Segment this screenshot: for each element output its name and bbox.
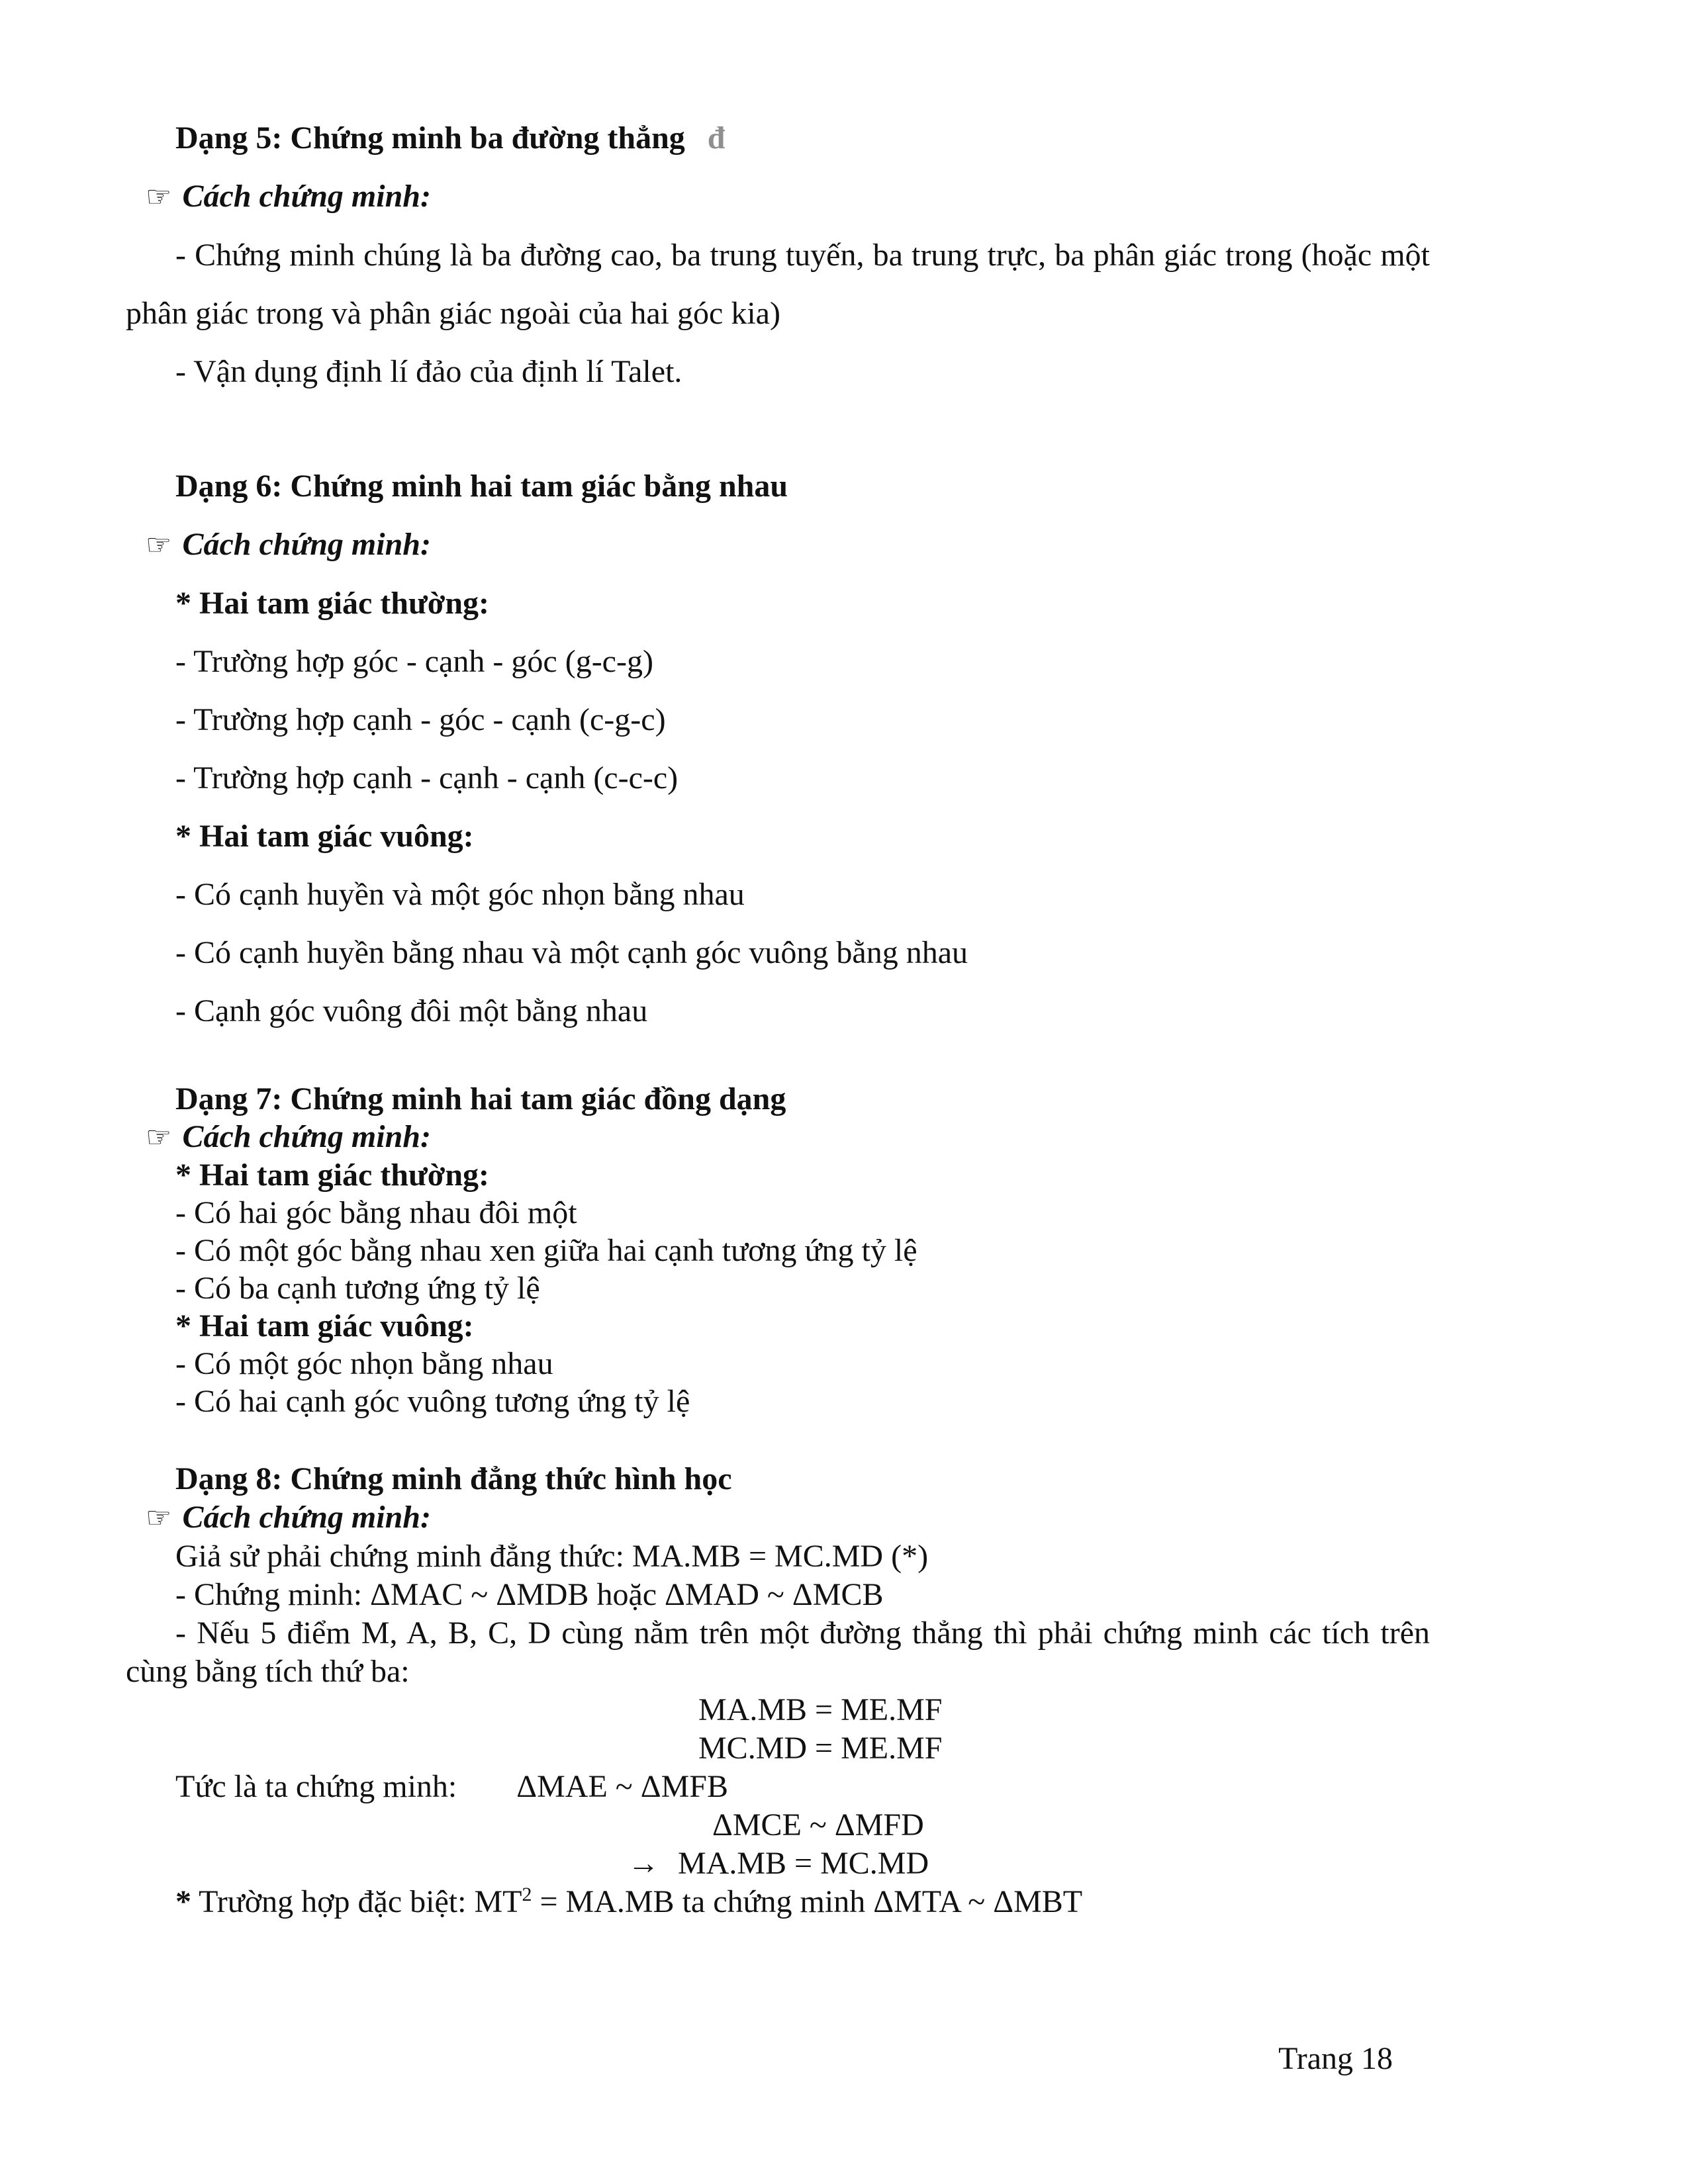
paragraph: Giả sử phải chứng minh đẳng thức: MA.MB = MC.MD (*) bbox=[175, 1539, 929, 1574]
subheading: * Hai tam giác vuông: bbox=[175, 1308, 474, 1343]
section-dang-8 bbox=[126, 1460, 1430, 1921]
document-page bbox=[126, 109, 1430, 1921]
list-item: - Cạnh góc vuông đôi một bằng nhau bbox=[175, 993, 648, 1028]
equation: MC.MD = ME.MF bbox=[698, 1731, 943, 1766]
section-5-heading-text: Dạng 5: Chứng minh ba đường thẳng bbox=[175, 120, 685, 156]
section-dang-7 bbox=[126, 1080, 1430, 1420]
conclusion-label: Tức là ta chứng minh: bbox=[175, 1769, 457, 1804]
equation: MA.MB = MC.MD bbox=[678, 1846, 929, 1881]
special-prefix: Trường hợp đặc biệt: MT bbox=[191, 1884, 522, 1919]
list-item: - Có hai cạnh góc vuông tương ứng tỷ lệ bbox=[175, 1384, 690, 1419]
equation: ΔMAE ~ ΔMFB bbox=[516, 1769, 729, 1804]
paragraph: - Vận dụng định lí đảo của định lí Talet. bbox=[175, 354, 682, 389]
special-suffix: = MA.MB ta chứng minh ΔMTA ~ ΔMBT bbox=[532, 1884, 1083, 1919]
method-line bbox=[146, 167, 1430, 226]
method-line bbox=[146, 1118, 1430, 1156]
pointing-hand-icon: ☞ bbox=[146, 1501, 172, 1535]
page-number: Trang 18 bbox=[1278, 2041, 1393, 2076]
implication-line bbox=[628, 1844, 1430, 1883]
subheading: * Hai tam giác thường: bbox=[175, 1158, 490, 1193]
pointing-hand-icon: ☞ bbox=[146, 528, 172, 562]
list-item: - Trường hợp cạnh - cạnh - cạnh (c-c-c) bbox=[175, 760, 679, 796]
paragraph: - Nếu 5 điểm M, A, B, C, D cùng nằm trên một đường thẳng thì phải chứng minh các tích trên cùng bằng tích thứ ba: bbox=[126, 1615, 1430, 1689]
list-item: - Trường hợp góc - cạnh - góc (g-c-g) bbox=[175, 644, 653, 679]
list-item: - Trường hợp cạnh - góc - cạnh (c-g-c) bbox=[175, 702, 666, 737]
paragraph: - Chứng minh: ΔMAC ~ ΔMDB hoặc ΔMAD ~ ΔMCB bbox=[175, 1577, 884, 1612]
method-label: Cách chứng minh: bbox=[182, 1500, 431, 1535]
section-7-heading: Dạng 7: Chứng minh hai tam giác đồng dạng bbox=[175, 1081, 786, 1116]
section-5-heading bbox=[175, 109, 1430, 167]
section-dang-5 bbox=[126, 109, 1430, 401]
list-item: - Có một góc bằng nhau xen giữa hai cạnh tương ứng tỷ lệ bbox=[175, 1233, 917, 1268]
pointing-hand-icon: ☞ bbox=[146, 180, 172, 214]
equation: MA.MB = ME.MF bbox=[698, 1692, 943, 1727]
subheading: * Hai tam giác thường: bbox=[175, 586, 490, 621]
method-line bbox=[146, 1498, 1430, 1537]
special-case-line bbox=[175, 1883, 1430, 1921]
pointing-hand-icon: ☞ bbox=[146, 1120, 172, 1154]
list-item: - Có ba cạnh tương ứng tỷ lệ bbox=[175, 1271, 540, 1306]
special-star: * bbox=[175, 1884, 191, 1919]
section-8-heading: Dạng 8: Chứng minh đẳng thức hình học bbox=[175, 1461, 732, 1496]
method-label: Cách chứng minh: bbox=[182, 527, 431, 562]
list-item: - Có cạnh huyền bằng nhau và một cạnh góc vuông bằng nhau bbox=[175, 935, 968, 970]
paragraph: - Chứng minh chúng là ba đường cao, ba trung tuyến, ba trung trực, ba phân giác trong (hoặc một phân giác trong và phân giác ngoài của hai góc kia) bbox=[126, 238, 1430, 331]
method-label: Cách chứng minh: bbox=[182, 1119, 431, 1154]
right-arrow-icon: → bbox=[628, 1846, 659, 1881]
method-line bbox=[146, 516, 1430, 574]
subheading: * Hai tam giác vuông: bbox=[175, 819, 474, 854]
truncated-text-fragment: đ bbox=[707, 120, 726, 156]
method-label: Cách chứng minh: bbox=[182, 179, 431, 214]
conclusion-line bbox=[175, 1768, 1430, 1806]
section-6-heading: Dạng 6: Chứng minh hai tam giác bằng nhau bbox=[175, 469, 788, 504]
superscript-exponent: 2 bbox=[522, 1884, 532, 1905]
list-item: - Có hai góc bằng nhau đôi một bbox=[175, 1195, 577, 1230]
list-item: - Có cạnh huyền và một góc nhọn bằng nhau bbox=[175, 877, 745, 912]
equation: ΔMCE ~ ΔMFD bbox=[712, 1807, 924, 1843]
list-item: - Có một góc nhọn bằng nhau bbox=[175, 1346, 553, 1381]
section-dang-6 bbox=[126, 457, 1430, 1040]
